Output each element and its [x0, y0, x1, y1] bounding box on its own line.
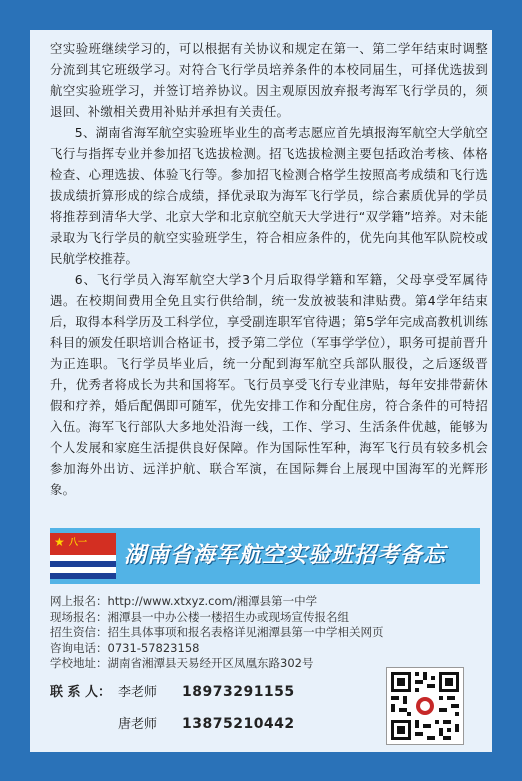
registration-info [50, 594, 490, 672]
info-label: 招生资信： [50, 625, 108, 640]
info-value: 0731-57823158 [107, 640, 200, 655]
contact-phone: 18973291155 [182, 684, 295, 700]
info-label: 学校地址： [50, 656, 108, 671]
info-label: 网上报名： [50, 594, 108, 608]
paragraph-item-5: 5、湖南省海军航空实验班毕业生的高考志愿应首先填报海军航空大学航空飞行与指挥专业并参加招飞选拔检测。招飞选拔检测主要包括政治考核、体格检查、心理选拔、体验飞行等。参加招飞检测合格学生按照高考成绩和飞行选拔成绩折算形成的综合成绩，择优录取为海军飞行学员，综合素质优异的学员将推荐到清华大学、北京大学和北京航空航天大学进行“双学籍”培养。对未能录取为飞行学员的航空实验班学生，符合相应条件的，优先向其他军队院校或民航学校推荐。 [50, 125, 488, 266]
info-value: 湘潭县一中办公楼一楼招生办或现场宣传报名组 [107, 609, 349, 624]
info-value: 招生具体事项和报名表格详见湘潭县第一中学相关网页 [107, 625, 384, 640]
info-row-onsite [50, 610, 490, 626]
info-value: 湖南省湘潭县天易经开区凤凰东路302号 [107, 656, 314, 671]
online-url-link[interactable]: http://www.xtxyz.com/湘潭县第一中学 [107, 594, 318, 608]
contact-label: 联 系 人： [50, 685, 112, 700]
info-row-phone [50, 641, 490, 657]
contact-name: 唐老师 [118, 717, 158, 732]
info-row-inquiry [50, 625, 490, 641]
flag-emblem-text: 八一 [69, 538, 88, 548]
contact-row-1 [50, 681, 370, 700]
contact-phone: 13875210442 [182, 716, 295, 732]
info-row-online [50, 594, 490, 610]
contact-name: 李老师 [118, 685, 158, 700]
paragraph-continuation: 空实验班继续学习的，可以根据有关协议和规定在第一、第二学年结束时调整分流到其它班级学习。对符合飞行学员培养条件的本校同届生，可择优选拔到航空实验班学习，并签订培养协议。因主观原因放弃报考海军飞行学员的，须退回、补缴相关费用补贴并承担有关责任。 [50, 41, 488, 119]
top-frame-bar [0, 0, 522, 30]
qr-code-icon [386, 667, 464, 745]
info-label: 咨询电话： [50, 640, 108, 655]
qr-code-graphic [387, 668, 463, 744]
info-label: 现场报名： [50, 609, 108, 624]
contact-row-2 [50, 713, 370, 732]
star-icon: ★ [54, 535, 65, 549]
bottom-frame-bar [0, 752, 522, 781]
paragraph-item-6: 6、飞行学员入海军航空大学3个月后取得学籍和军籍，父母享受军属待遇。在校期间费用全免且实行供给制，统一发放被装和津贴费。第4学年结束后，取得本科学历及工科学位，享受副连职军官待遇；第5学年完成高教机训练科目的颁发任职培训合格证书，授予第二学位（军事学学位），职务可提前晋升为正连职。飞行学员毕业后，统一分配到海军航空兵部队服役，之后逐级晋升，优秀者将成长为共和国将军。飞行员享受飞行专业津贴，每年安排带薪休假和疗养，婚后配偶即可随军，优先安排工作和分配住房，符合条件的可特招入伍。海军飞行部队大多地处沿海一线，工作、学习、生活条件优越，能够为个人发展和家庭生活提供良好保障。作为国际性军种，海军飞行员有较多机会参加海外出访、远洋护航、联合军演，在国际舞台上展现中国海军的光辉形象。 [50, 272, 488, 497]
article-body [50, 38, 488, 500]
banner-title: 湖南省海军航空实验班招考备忘 [124, 543, 447, 568]
naval-ensign-icon [50, 533, 116, 579]
